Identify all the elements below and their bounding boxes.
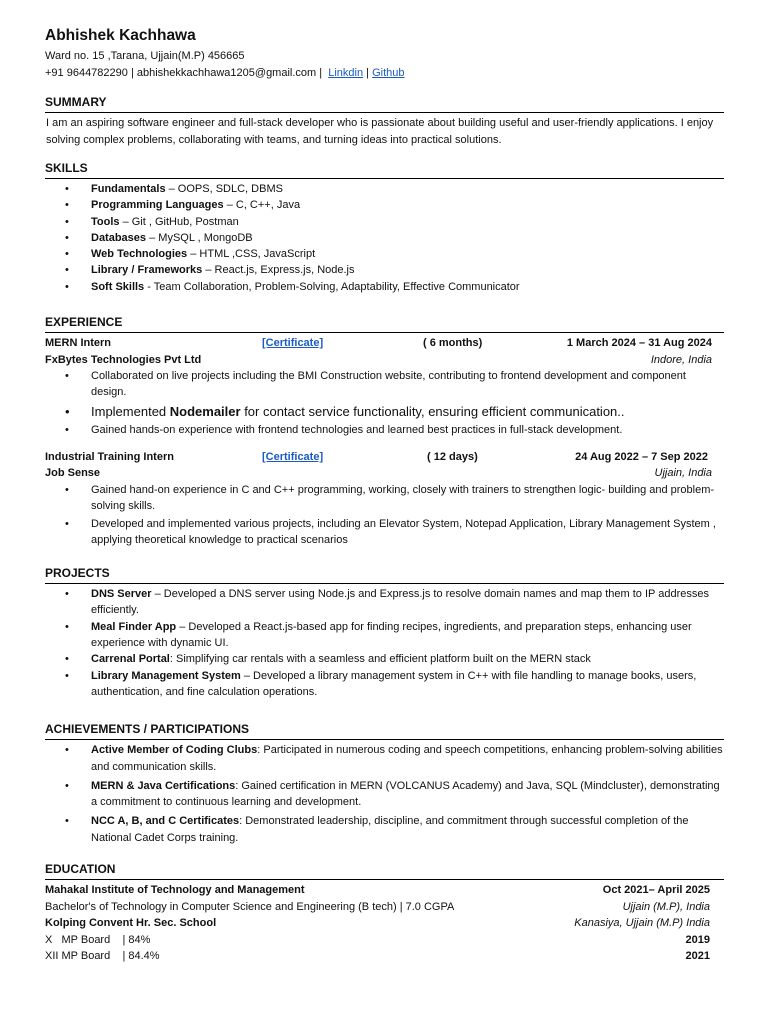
project-text: – Developed a library management system in C++ with file handling to manage books, users, authentication, and fine calculation operations. [91,669,697,698]
college-dates: Oct 2021– April 2025 [602,884,710,897]
list-item: • Gained hands-on experience with frontend technologies and learned best practices in full-stack development. [65,422,724,438]
job-company: Job Sense [45,467,101,480]
address: Ward no. 15 ,Tarana, Ujjain(M.P) 456665 [45,50,245,62]
job-bullets [45,368,724,438]
class-xii: XII MP Board | 84.4% [45,950,160,963]
github-link[interactable]: Github [372,66,405,79]
skill-label: Soft Skills [91,280,145,293]
education-row [45,899,724,916]
job-dates: 24 Aug 2022 – 7 Sep 2022 [575,450,708,463]
achievement-label: Active Member of Coding Clubs [91,744,258,757]
skill-label: Web Technologies [91,248,188,261]
job-role: MERN Intern [45,337,111,350]
list-item [65,262,724,278]
job-company-row [45,465,724,482]
project-label: Library Management System [91,669,241,682]
skill-label: Programming Languages [91,199,224,212]
certificate-link[interactable]: [Certificate] [262,450,324,463]
resume-page [45,26,724,965]
achievement-label: NCC A, B, and C Certificates [91,815,240,828]
skills-title: SKILLS [45,161,724,179]
skill-text: – OOPS, SDLC, DBMS [165,183,283,195]
education-title: EDUCATION [45,862,724,880]
phone-email: +91 9644782290 | abhishekkachhawa1205@gmail.com | [45,66,329,79]
bullet-text: for contact service functionality, ensuring efficient communication.. [240,403,625,419]
list-item [65,230,724,246]
college-name: Mahakal Institute of Technology and Management [45,884,305,897]
skills-section [45,161,724,295]
achievements-list [45,742,724,846]
summary-text: I am an aspiring software engineer and full-stack developer who is passionate about building useful and user-friendly applications. I enjoy solving complex problems, collaborating with teams, and turning ideas into practical solutions. [46,117,714,146]
achievement-label: MERN & Java Certifications [91,779,236,792]
school-name: Kolping Convent Hr. Sec. School [45,917,217,930]
experience-title: EXPERIENCE [45,315,724,333]
skill-text: - Team Collaboration, Problem-Solving, Adaptability, Effective Communicator [144,280,520,293]
job-role: Industrial Training Intern [45,450,174,463]
project-label: DNS Server [91,588,152,601]
skill-label: Tools [91,215,120,228]
class-x: X MP Board | 84% [45,933,151,946]
education-section [45,862,724,965]
achievement-text: : Demonstrated leadership, discipline, and commitment through successful completion of the National Cadet Corps training. [91,815,689,844]
education-row [45,882,724,899]
link-separator: | [363,66,373,79]
education-row [45,932,724,949]
list-item [65,586,724,619]
achievements-title: ACHIEVEMENTS / PARTICIPATIONS [45,722,724,740]
achievement-text: : Gained certification in MERN (VOLCANUS Academy) and Java, SQL (Mindcluster), demonstrating a commitment to continuous learning and development. [91,779,720,809]
linkedin-link[interactable]: Linkdin [328,66,364,79]
list-item [65,668,724,701]
project-label: Meal Finder App [91,620,177,633]
skill-text: – HTML ,CSS, JavaScript [187,248,316,261]
achievements-section [45,722,724,846]
experience-section [45,315,724,548]
job-header-row [45,335,724,352]
projects-section [45,566,724,700]
certificate-link[interactable]: [Certificate] [262,337,324,350]
achievement-text: : Participated in numerous coding and speech competitions, enhancing problem-solving abilities and communication skills. [91,744,723,773]
class-x-year: 2019 [685,933,710,946]
candidate-name: Abhishek Kachhawa [45,27,196,44]
skill-label: Library / Frameworks [91,264,203,277]
list-item [65,402,724,421]
project-text: – Developed a React.js-based app for finding recipes, ingredients, and preparation steps, enhancing user experience with dynamic UI. [91,620,692,650]
skill-text: – MySQL , MongoDB [146,231,253,244]
skills-list [45,181,724,295]
list-item: • Developed and implemented various projects, including an Elevator System, Notepad Application, Library Management System , applying theoretical knowledge to practical scenarios [65,516,724,549]
summary-title: SUMMARY [45,95,724,113]
class-xii-year: 2021 [685,950,710,963]
education-row [45,948,724,965]
job-dates: 1 March 2024 – 31 Aug 2024 [566,337,712,350]
education-row [45,915,724,932]
list-item [65,651,724,667]
list-item [65,742,724,775]
job-bullets [45,482,724,548]
list-item [65,197,724,213]
skill-label: Fundamentals [91,183,166,195]
list-item [65,214,724,230]
list-item: • Gained hand-on experience in C and C++ programming, working, closely with trainers to strengthen logic- building and problem-solving skills. [65,482,724,515]
list-item: • Collaborated on live projects including the BMI Construction website, contributing to frontend development and component design. [65,368,724,401]
list-item [65,246,724,262]
bullet-bold: Nodemailer [169,403,241,419]
contact-line [45,65,724,82]
skill-text: – C, C++, Java [223,199,301,212]
school-location: Kanasiya, Ujjain (M.P) India [574,917,710,930]
job-duration: ( 6 months) [423,337,483,350]
projects-list [45,586,724,700]
list-item [65,181,724,197]
job-duration: ( 12 days) [427,450,478,463]
list-item [65,619,724,652]
job-company: FxBytes Technologies Pvt Ltd [45,353,202,366]
skill-text: – Git , GitHub, Postman [119,215,239,228]
bullet-text: Implemented [91,403,170,419]
skill-text: – React.js, Express.js, Node.js [202,264,355,277]
summary-section [45,95,724,148]
project-text: : Simplifying car rentals with a seamless and efficient platform built on the MERN stack [169,653,591,666]
projects-title: PROJECTS [45,566,724,584]
project-label: Carrenal Portal [91,653,170,666]
list-item [65,778,724,811]
skill-label: Databases [91,231,147,244]
project-text: – Developed a DNS server using Node.js and Express.js to resolve domain names and map them to IP addresses efficiently. [91,588,709,617]
degree: Bachelor's of Technology in Computer Science and Engineering (B tech) | 7.0 CGPA [45,900,455,913]
college-location: Ujjain (M.P), India [622,900,710,913]
job-header-row [45,449,724,466]
list-item [65,813,724,846]
list-item [65,279,724,295]
job-company-row [45,352,724,369]
job-location: Ujjain, India [654,467,712,480]
job-location: Indore, India [650,353,712,366]
